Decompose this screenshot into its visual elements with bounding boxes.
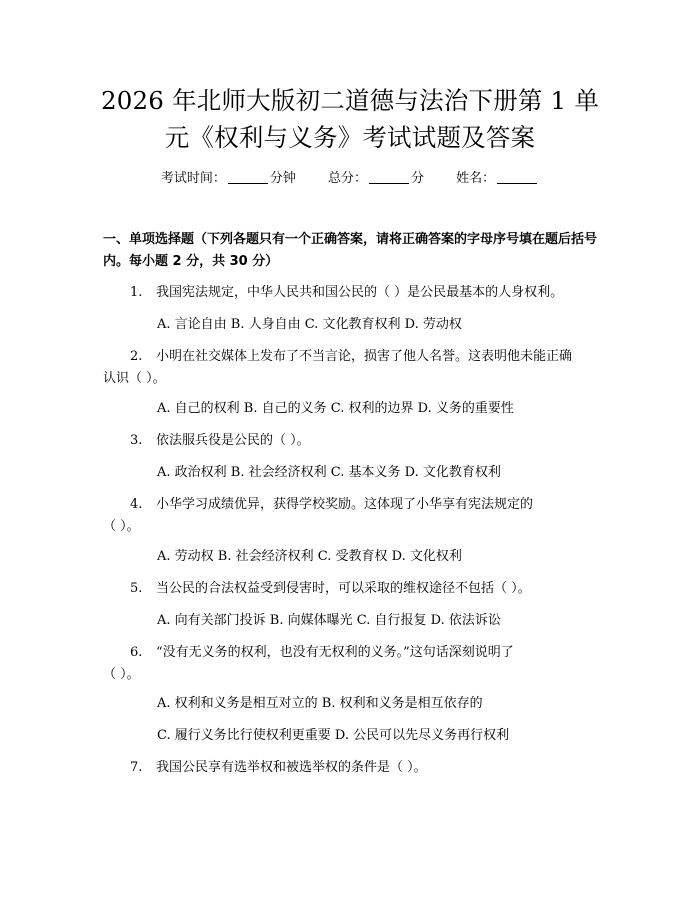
- total-score-blank[interactable]: [369, 169, 409, 184]
- question-text-continued: （ ）。: [103, 519, 140, 534]
- question-text: 当公民的合法权益受到侵害时，可以采取的维权途径不包括（ ）。: [156, 581, 531, 596]
- question-number: 2.: [130, 349, 143, 364]
- question-6: [103, 642, 603, 686]
- name-blank[interactable]: [497, 169, 537, 184]
- question-5-options: A. 向有关部门投诉 B. 向媒体曝光 C. 自行报复 D. 依法诉讼: [157, 613, 501, 628]
- question-2-options: A. 自己的权利 B. 自己的义务 C. 权利的边界 D. 义务的重要性: [157, 401, 514, 416]
- question-text: “没有无义务的权利，也没有无权利的义务。”这句话深刻说明了: [156, 645, 514, 660]
- question-number: 4.: [130, 497, 143, 512]
- total-score-label: 总分：: [327, 171, 367, 186]
- question-text: 依法服兵役是公民的（ ）。: [156, 433, 310, 448]
- question-3-options: A. 政治权利 B. 社会经济权利 C. 基本义务 D. 文化教育权利: [157, 465, 501, 480]
- exam-time-field: [161, 169, 296, 188]
- name-field: [456, 169, 539, 188]
- page-title-line-1: 2026 年北师大版初二道德与法治下册第 1 单: [100, 86, 600, 115]
- total-score-field: [328, 169, 424, 188]
- question-2: [103, 346, 603, 390]
- question-1: [103, 282, 603, 304]
- question-number: 7.: [130, 760, 143, 775]
- question-number: 1.: [130, 285, 143, 300]
- exam-time-unit: 分钟: [269, 171, 296, 186]
- question-4-options: A. 劳动权 B. 社会经济权利 C. 受教育权 D. 文化权利: [157, 549, 462, 564]
- page-title-line-2: 元《权利与义务》考试试题及答案: [164, 123, 536, 152]
- exam-time-label: 考试时间：: [160, 171, 226, 186]
- question-6-options-2: C. 履行义务比行使权利更重要 D. 公民可以先尽义务再行权利: [157, 728, 510, 743]
- question-3: [103, 430, 603, 452]
- question-text-continued: （ ）。: [103, 667, 140, 682]
- exam-meta: [0, 169, 700, 188]
- question-number: 6.: [130, 645, 143, 660]
- question-number: 3.: [130, 433, 143, 448]
- question-text-continued: 认识（ ）。: [103, 371, 166, 386]
- question-text: 我国公民享有选举权和被选举权的条件是（ ）。: [156, 760, 427, 775]
- question-text: 我国宪法规定，中华人民共和国公民的（ ）是公民最基本的人身权利。: [156, 285, 564, 300]
- question-1-options: A. 言论自由 B. 人身自由 C. 文化教育权利 D. 劳动权: [157, 317, 462, 332]
- question-number: 5.: [130, 581, 143, 596]
- question-text: 小华学习成绩优异，获得学校奖励。这体现了小华享有宪法规定的: [156, 497, 534, 512]
- question-5: [103, 578, 603, 600]
- exam-time-blank[interactable]: [228, 169, 268, 184]
- section-heading: 一、单项选择题（下列各题只有一个正确答案，请将正确答案的字母序号填在题后括号内。每小题 2 分，共 30 分）: [103, 232, 598, 269]
- question-4: [103, 494, 603, 538]
- question-6-options-1: A. 权利和义务是相互对立的 B. 权利和义务是相互依存的: [157, 696, 483, 711]
- question-text: 小明在社交媒体上发布了不当言论，损害了他人名誉。这表明他未能正确: [156, 349, 573, 364]
- total-score-unit: 分: [411, 171, 425, 186]
- question-7: [103, 757, 603, 779]
- name-label: 姓名：: [456, 171, 496, 186]
